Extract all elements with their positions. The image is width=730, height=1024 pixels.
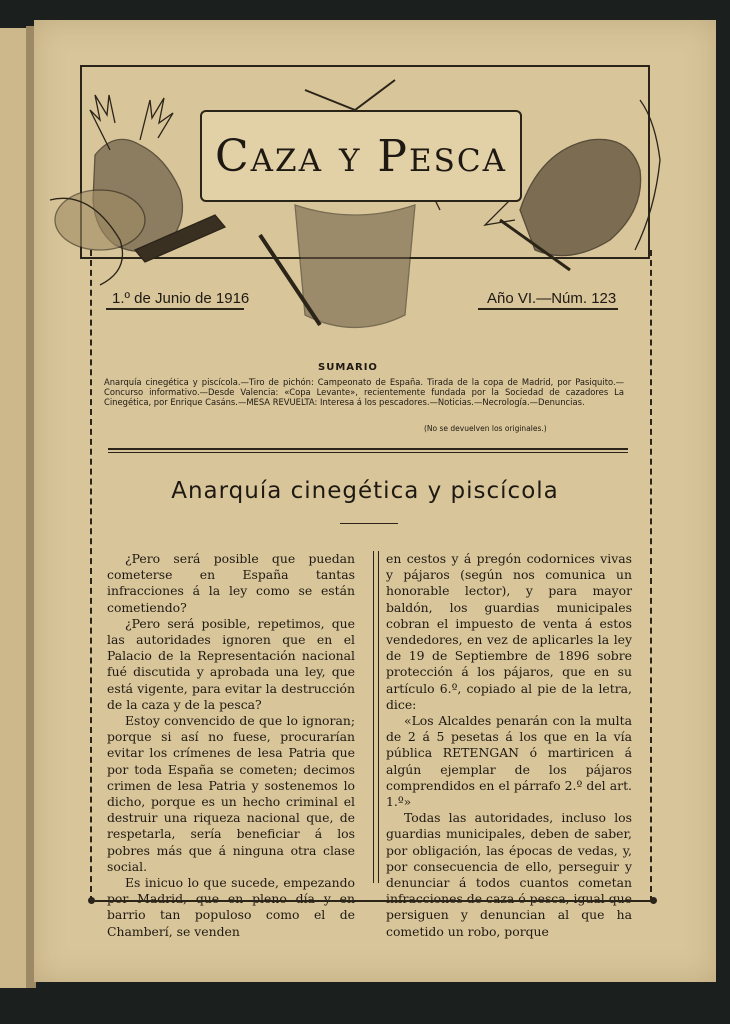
left-border [90, 250, 92, 902]
issue-number: Año VI.—Núm. 123 [487, 290, 617, 307]
article-column-2 [386, 551, 632, 940]
paragraph: «Los Alcaldes penarán con la multa de 2 á 5 pesetas á los que en la vía pública RETENGAN ó martiricen á algún ejemplar de los pájaros comprendidos en el párrafo 2.º del art. 1.º» [386, 713, 632, 810]
right-border [650, 250, 652, 902]
summary-rule [108, 448, 628, 450]
newspaper-title: Caza y Pesca [215, 130, 507, 182]
summary-rule-thin [108, 452, 628, 453]
article-title: Anarquía cinegética y piscícola [171, 478, 559, 504]
paragraph: Estoy convencido de que lo ignoran; porque si así no fuese, procurarían evitar los crímenes de lesa Patria que por toda España se cometen; decimos crimen de lesa Patria y sostenemos lo dicho, porque es un hecho criminal el destruir una riqueza nacional que, de respetarla, sería beneficiar á los pobres más que á ninguna otra clase social. [107, 713, 355, 874]
issue-underline [478, 308, 618, 310]
paragraph: ¿Pero será posible que puedan cometerse en España tantas infracciones á la ley como se están cometiendo? [107, 551, 355, 615]
bottom-rule [92, 900, 652, 902]
title-divider [340, 523, 398, 524]
rule-end-dot [650, 897, 657, 904]
article-column-1 [107, 551, 355, 940]
facing-page-edge [0, 28, 27, 988]
issue-date: 1.º de Junio de 1916 [112, 290, 250, 307]
summary-heading: SUMARIO [318, 362, 378, 373]
rule-end-dot [88, 897, 95, 904]
title-banner [200, 110, 522, 202]
paragraph: Es inicuo lo que sucede, empezando por Madrid, que en pleno día y en barrio tan populoso como el de Chamberí, se venden [107, 875, 355, 939]
deer-head-illustration [50, 95, 225, 285]
date-underline [106, 308, 244, 310]
originals-note: (No se devuelven los originales.) [424, 424, 547, 433]
paragraph: Todas las autoridades, incluso los guardias municipales, deben de saber, por obligación, las épocas de vedas, y, por consecuencia de ello, perseguir y denunciar á todos cuantos cometan infracciones de caza ó pesca, igual que persiguen y denuncian al que ha cometido un robo, porque [386, 810, 632, 939]
paragraph: en cestos y á pregón codornices vivas y pájaros (según nos comunica un honorable lector), y para mayor baldón, los guardias municipales cobran el impuesto de venta á estos vendedores, en vez de aplicarles la ley de 19 de Septiembre de 1896 sobre protección á los pájaros, que en su artículo 6.º, copiado al pie de la letra, dice: [386, 551, 632, 712]
column-divider [373, 551, 379, 883]
paragraph: ¿Pero será posible, repetimos, que las autoridades ignoren que en el Palacio de la Representación nacional fué discutida y aprobada una ley, que está vigente, para evitar la destrucción de la caza y de la pesca? [107, 615, 355, 712]
summary-text: Anarquía cinegética y piscícola.—Tiro de pichón: Campeonato de España. Tirada de la copa de Madrid, por Pasiquito.—Concurso informativo.—Desde Valencia: «Copa Levante», recientemente fundada por la Sociedad de cazadores La Cinegética, por Enrique Casáns.—MESA REVUELTA: Interesa á los pescadores.—Noticias.—Necrología.—Denuncias. [104, 377, 624, 407]
